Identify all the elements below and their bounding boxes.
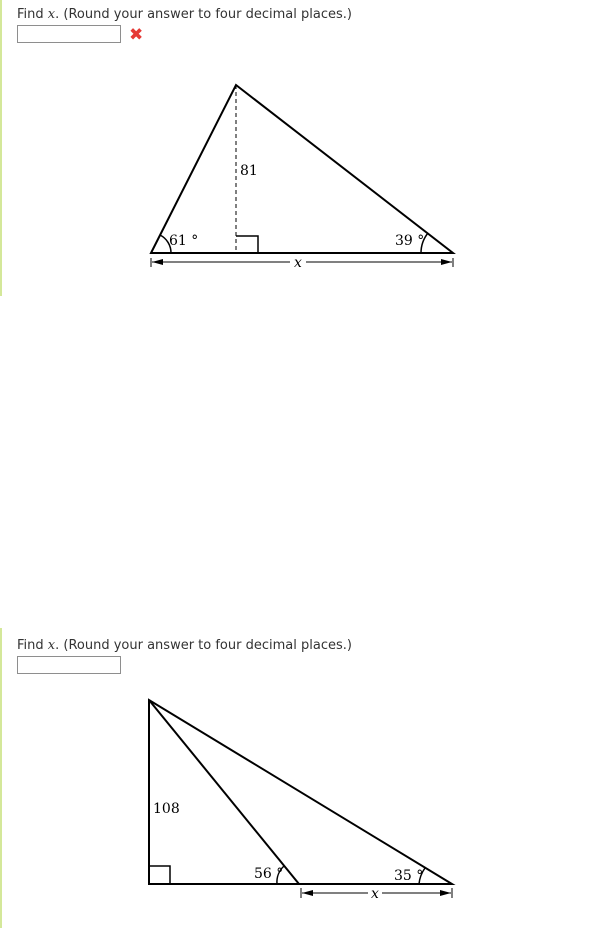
angle-label-mid: 56 ° xyxy=(254,866,284,882)
problem-1 xyxy=(0,0,602,296)
side-label: 108 xyxy=(153,801,180,817)
angle-label-right: 39 ° xyxy=(395,233,425,249)
dimension-arrow-left xyxy=(152,259,163,265)
height-label: 81 xyxy=(240,163,258,179)
dimension-arrow-right xyxy=(441,259,452,265)
angle-label-left: 61 ° xyxy=(169,233,199,249)
triangle-figure-2 xyxy=(0,628,615,928)
right-angle-marker xyxy=(236,236,258,253)
problem-1-prompt: Find x. (Round your answer to four decimal places.) xyxy=(17,7,352,22)
base-label-x: x xyxy=(294,255,302,271)
angle-label-right: 35 ° xyxy=(394,868,424,884)
triangle-figure-1 xyxy=(0,0,615,296)
incorrect-x-icon: ✖ xyxy=(129,25,144,45)
problem-2 xyxy=(0,628,602,928)
triangle-outline xyxy=(151,85,453,253)
dimension-arrow-right xyxy=(440,890,451,896)
outer-right-triangle xyxy=(149,700,452,884)
dimension-arrow-left xyxy=(302,890,313,896)
right-angle-marker xyxy=(149,866,170,884)
base-label-x: x xyxy=(371,886,379,902)
inner-segment xyxy=(149,700,299,884)
problem-2-prompt: Find x. (Round your answer to four decimal places.) xyxy=(17,638,352,653)
